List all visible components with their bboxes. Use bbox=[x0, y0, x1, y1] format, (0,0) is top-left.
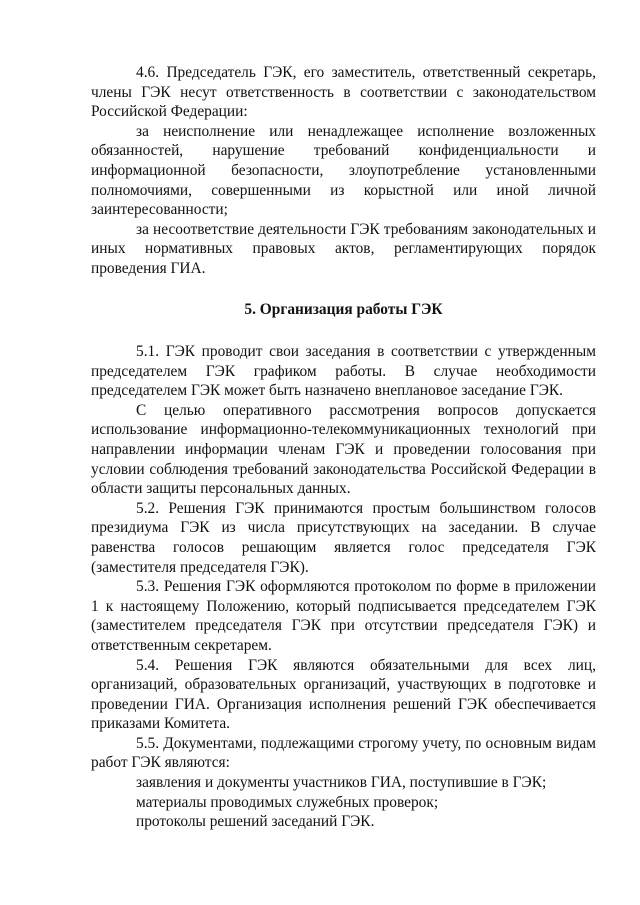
paragraph-4-6-item-b: за несоответствие деятельности ГЭК требованиям законодательных и иных нормативных правовых актов, регламентирующих порядок проведения ГИА. bbox=[91, 220, 596, 277]
paragraph-4-6-item-a: за неисполнение или ненадлежащее исполнение возложенных обязанностей, нарушение требований конфиденциальности и информационной безопасности, злоупотребление установленными полномочиями, совершенными из корыстной или иной личной заинтересованности; bbox=[91, 122, 596, 219]
paragraph-4-6: 4.6. Председатель ГЭК, его заместитель, ответственный секретарь, члены ГЭК несут ответственность в соответствии с законодательством Российской Федерации: bbox=[91, 64, 596, 121]
paragraph-5-3: 5.3. Решения ГЭК оформляются протоколом по форме в приложении 1 к настоящему Положению, который подписывается председателем ГЭК (заместителем председателя ГЭК при отсутствии председателя ГЭК) и ответственным секретарем. bbox=[91, 578, 596, 654]
paragraph-5-2: 5.2. Решения ГЭК принимаются простым большинством голосов президиума ГЭК из числа присутствующих на заседании. В случае равенства голосов решающим является голос председателя ГЭК (заместителя председателя ГЭК). bbox=[91, 499, 596, 576]
paragraph-5-1-b: С целью оперативного рассмотрения вопросов допускается использование информационно-телекоммуникационных технологий при направлении информации членам ГЭК и проведении голосования при условии соблюдения требований законодательства Российской Федерации в области защиты персональных данных. bbox=[91, 401, 596, 498]
section-5-title: 5. Организация работы ГЭК bbox=[244, 301, 443, 318]
paragraph-5-4: 5.4. Решения ГЭК являются обязательными для всех лиц, организаций, образовательных организаций, участвующих в подготовке и проведении ГИА. Организация исполнения решений ГЭК обеспечивается приказами Комитета. bbox=[91, 656, 596, 733]
list-item: протоколы решений заседаний ГЭК. bbox=[136, 813, 375, 831]
paragraph-5-5: 5.5. Документами, подлежащими строгому учету, по основным видам работ ГЭК являются: bbox=[91, 734, 596, 772]
paragraph-5-1: 5.1. ГЭК проводит свои заседания в соответствии с утвержденным председателем ГЭК графиком работы. В случае необходимости председателем ГЭК может быть назначено внеплановое заседание ГЭК. bbox=[91, 343, 596, 400]
list-item: материалы проводимых служебных проверок; bbox=[136, 793, 439, 811]
section-4-continuation bbox=[91, 63, 596, 279]
section-5-body bbox=[91, 342, 596, 832]
list-item: заявления и документы участников ГИА, поступившие в ГЭК; bbox=[136, 774, 547, 792]
